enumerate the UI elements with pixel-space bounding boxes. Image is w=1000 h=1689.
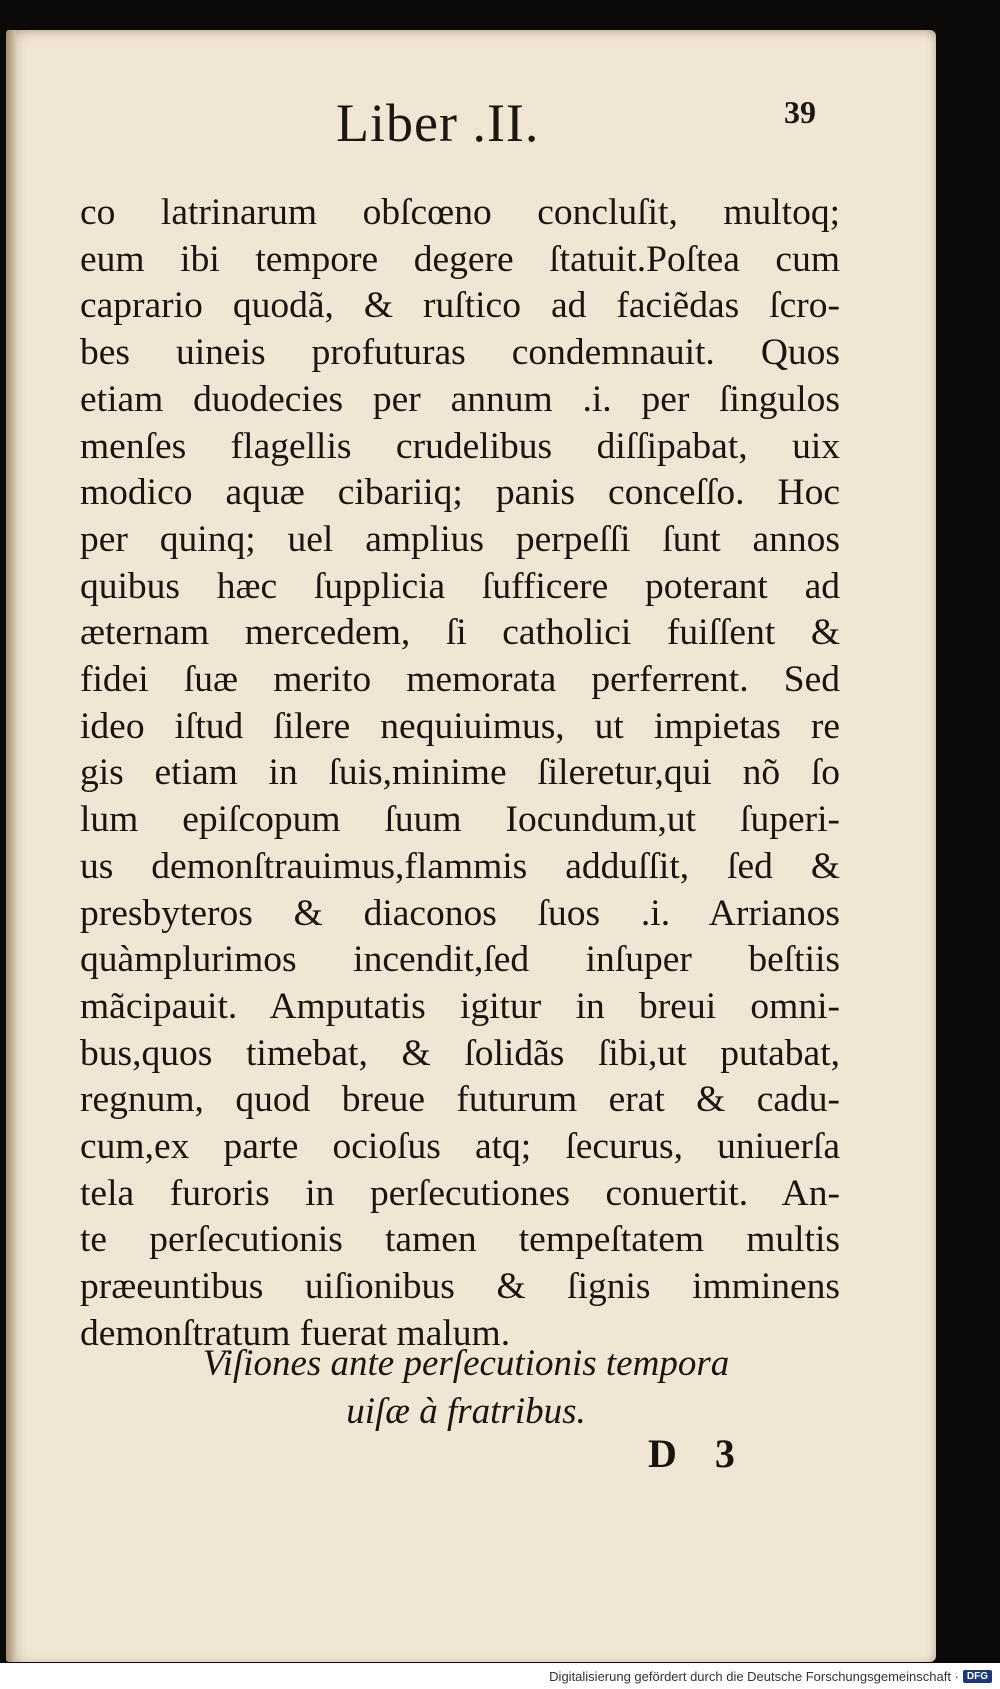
text-line: modico aquæ cibariiq; panis conceſſo. Hoc — [80, 472, 840, 514]
text-line: presbyteros & diaconos ſuos .i. Arrianos — [80, 892, 840, 934]
text-line: te perſecutionis tamen tempeſtatem multis — [80, 1219, 840, 1261]
text-line: co latrinarum obſcœno concluſit, multoq; — [80, 192, 840, 233]
running-head: Liber .II. — [336, 93, 540, 153]
text-line: caprario quodã, & ruſtico ad faciẽdas ſcro- — [80, 285, 840, 327]
text-line: cum,ex parte ocioſus atq; ſecurus, uniuerſa — [80, 1126, 840, 1168]
text-line: tela furoris in perſecutiones conuertit. An- — [80, 1172, 840, 1214]
section-heading — [126, 1340, 806, 1436]
dfg-logo: DFG — [963, 1670, 992, 1683]
section-heading-line-1: Viſiones ante perſecutionis tempora — [202, 1343, 730, 1384]
section-heading-line-2: uiſæ à fratribus. — [346, 1391, 586, 1432]
page-gutter-shadow — [6, 30, 16, 1662]
text-line: ideo iſtud ſilere nequiuimus, ut impietas re — [80, 705, 840, 747]
footer-credit — [549, 1669, 992, 1684]
text-line: lum epiſcopum ſuum Iocundum,ut ſuperi- — [80, 799, 840, 841]
book-page — [6, 30, 936, 1662]
main-text-block — [80, 190, 840, 1358]
page-number: 39 — [784, 94, 816, 130]
text-line: quibus hæc ſupplicia ſufficere poterant ad — [80, 565, 840, 607]
text-line: menſes flagellis crudelibus diſſipabat, uix — [80, 425, 840, 467]
text-line: demonſtratum fuerat malum. — [80, 1312, 511, 1354]
text-line: æternam mercedem, ſi catholici fuiſſent & — [80, 612, 840, 654]
text-line: us demonſtrauimus,flammis adduſſit, ſed & — [80, 845, 840, 887]
signature-mark: D 3 — [648, 1431, 749, 1476]
text-line: præeuntibus uiſionibus & ſignis imminens — [80, 1266, 840, 1308]
text-line: mãcipauit. Amputatis igitur in breui omni- — [80, 985, 840, 1027]
text-line: per quinq; uel amplius perpeſſi ſunt annos — [80, 518, 840, 560]
text-line: regnum, quod breue futurum erat & cadu- — [80, 1079, 840, 1121]
text-line: eum ibi tempore degere ſtatuit.Poſtea cum — [80, 238, 840, 280]
text-line: quàmplurimos incendit,ſed inſuper beſtiis — [80, 939, 840, 981]
text-line: gis etiam in ſuis,minime ſileretur,qui nõ ſo — [80, 752, 840, 794]
text-line: bes uineis profuturas condemnauit. Quos — [80, 332, 840, 374]
text-line: etiam duodecies per annum .i. per ſingulos — [80, 378, 840, 420]
digitization-footer — [0, 1663, 1000, 1689]
text-line: bus,quos timebat, & ſolidãs ſibi,ut putabat, — [80, 1032, 840, 1074]
footer-credit-text: Digitalisierung gefördert durch die Deutsche Forschungsgemeinschaft · — [549, 1669, 959, 1684]
text-line: fidei ſuæ merito memorata perferrent. Sed — [80, 659, 840, 701]
